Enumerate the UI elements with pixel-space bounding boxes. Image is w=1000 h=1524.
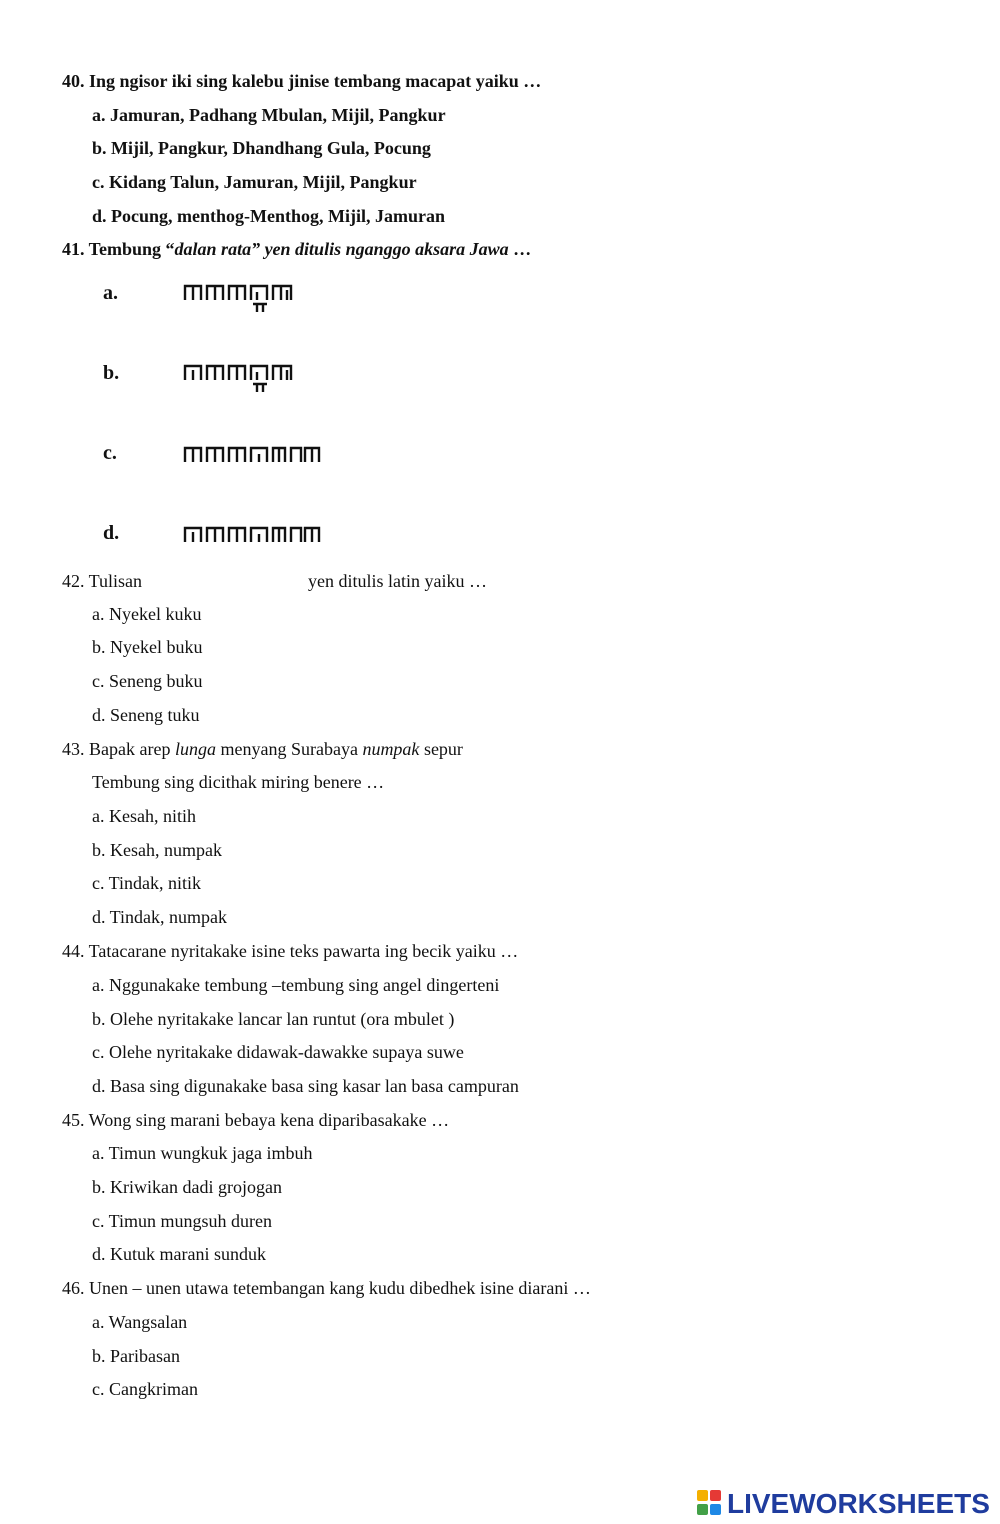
- q40-option-d: d. Pocung, menthog-Menthog, Mijil, Jamuran: [92, 206, 445, 226]
- q44-option-a: a. Nggunakake tembung –tembung sing angel dingerteni: [92, 975, 500, 995]
- question-45: 45. Wong sing marani bebaya kena diparibasakake …: [62, 1110, 450, 1130]
- q46-option-c: c. Cangkriman: [92, 1379, 198, 1399]
- javanese-script-d: [181, 520, 331, 560]
- question-43: [62, 738, 463, 760]
- q45-option-d: d. Kutuk marani sunduk: [92, 1244, 266, 1264]
- q46-option-a: a. Wangsalan: [92, 1312, 188, 1332]
- q42-option-d: d. Seneng tuku: [92, 705, 200, 725]
- q42-option-a: a. Nyekel kuku: [92, 604, 202, 624]
- q44-option-d: d. Basa sing digunakake basa sing kasar lan basa campuran: [92, 1076, 519, 1096]
- q40-option-a: a. Jamuran, Padhang Mbulan, Mijil, Pangkur: [92, 105, 446, 125]
- q42-option-c: c. Seneng buku: [92, 671, 203, 691]
- q43-part1: 43. Bapak arep: [62, 739, 175, 759]
- javanese-script-a: [181, 280, 311, 320]
- q41-option-a-label: a.: [103, 282, 118, 304]
- q41-suffix: …: [508, 239, 532, 259]
- q45-option-b: b. Kriwikan dadi grojogan: [92, 1177, 282, 1197]
- question-41: [62, 238, 531, 260]
- q41-prefix: 41. Tembung “: [62, 239, 175, 259]
- q41-option-b-label: b.: [103, 362, 120, 384]
- q46-option-b: b. Paribasan: [92, 1346, 180, 1366]
- question-46: 46. Unen – unen utawa tetembangan kang kudu dibedhek isine diarani …: [62, 1278, 591, 1298]
- question-42-prefix: 42. Tulisan: [62, 571, 143, 591]
- q40-option-c: c. Kidang Talun, Jamuran, Mijil, Pangkur: [92, 172, 417, 192]
- question-40: 40. Ing ngisor iki sing kalebu jinise tembang macapat yaiku …: [62, 71, 542, 91]
- q43-italic-1: lunga: [174, 739, 216, 759]
- javanese-script-c: [181, 440, 331, 480]
- q43-option-d: d. Tindak, numpak: [92, 907, 228, 927]
- question-43-line2: Tembung sing dicithak miring benere …: [92, 772, 385, 792]
- q43-italic-2: numpak: [362, 739, 420, 759]
- q45-option-c: c. Timun mungsuh duren: [92, 1211, 273, 1231]
- q43-part2: menyang Surabaya: [215, 739, 363, 759]
- q41-option-d-label: d.: [103, 522, 120, 544]
- q42-option-b: b. Nyekel buku: [92, 637, 203, 657]
- q40-option-b: b. Mijil, Pangkur, Dhandhang Gula, Pocung: [92, 138, 431, 158]
- javanese-script-b: [181, 360, 311, 400]
- question-42-suffix: yen ditulis latin yaiku …: [308, 571, 487, 591]
- q44-option-b: b. Olehe nyritakake lancar lan runtut (ora mbulet ): [92, 1009, 455, 1029]
- liveworksheets-logo-text: LIVEWORKSHEETS: [727, 1488, 990, 1519]
- q43-option-b: b. Kesah, numpak: [92, 840, 222, 860]
- q43-part3: sepur: [419, 739, 463, 759]
- q43-option-a: a. Kesah, nitih: [92, 806, 196, 826]
- liveworksheets-logo-icon: [697, 1490, 723, 1518]
- q43-option-c: c. Tindak, nitik: [92, 873, 202, 893]
- q45-option-a: a. Timun wungkuk jaga imbuh: [92, 1143, 313, 1163]
- q41-italic: dalan rata” yen ditulis nganggo aksara Jawa: [174, 239, 509, 259]
- q44-option-c: c. Olehe nyritakake didawak-dawakke supaya suwe: [92, 1042, 464, 1062]
- question-44: 44. Tatacarane nyritakake isine teks pawarta ing becik yaiku …: [62, 941, 519, 961]
- q41-option-c-label: c.: [103, 442, 117, 464]
